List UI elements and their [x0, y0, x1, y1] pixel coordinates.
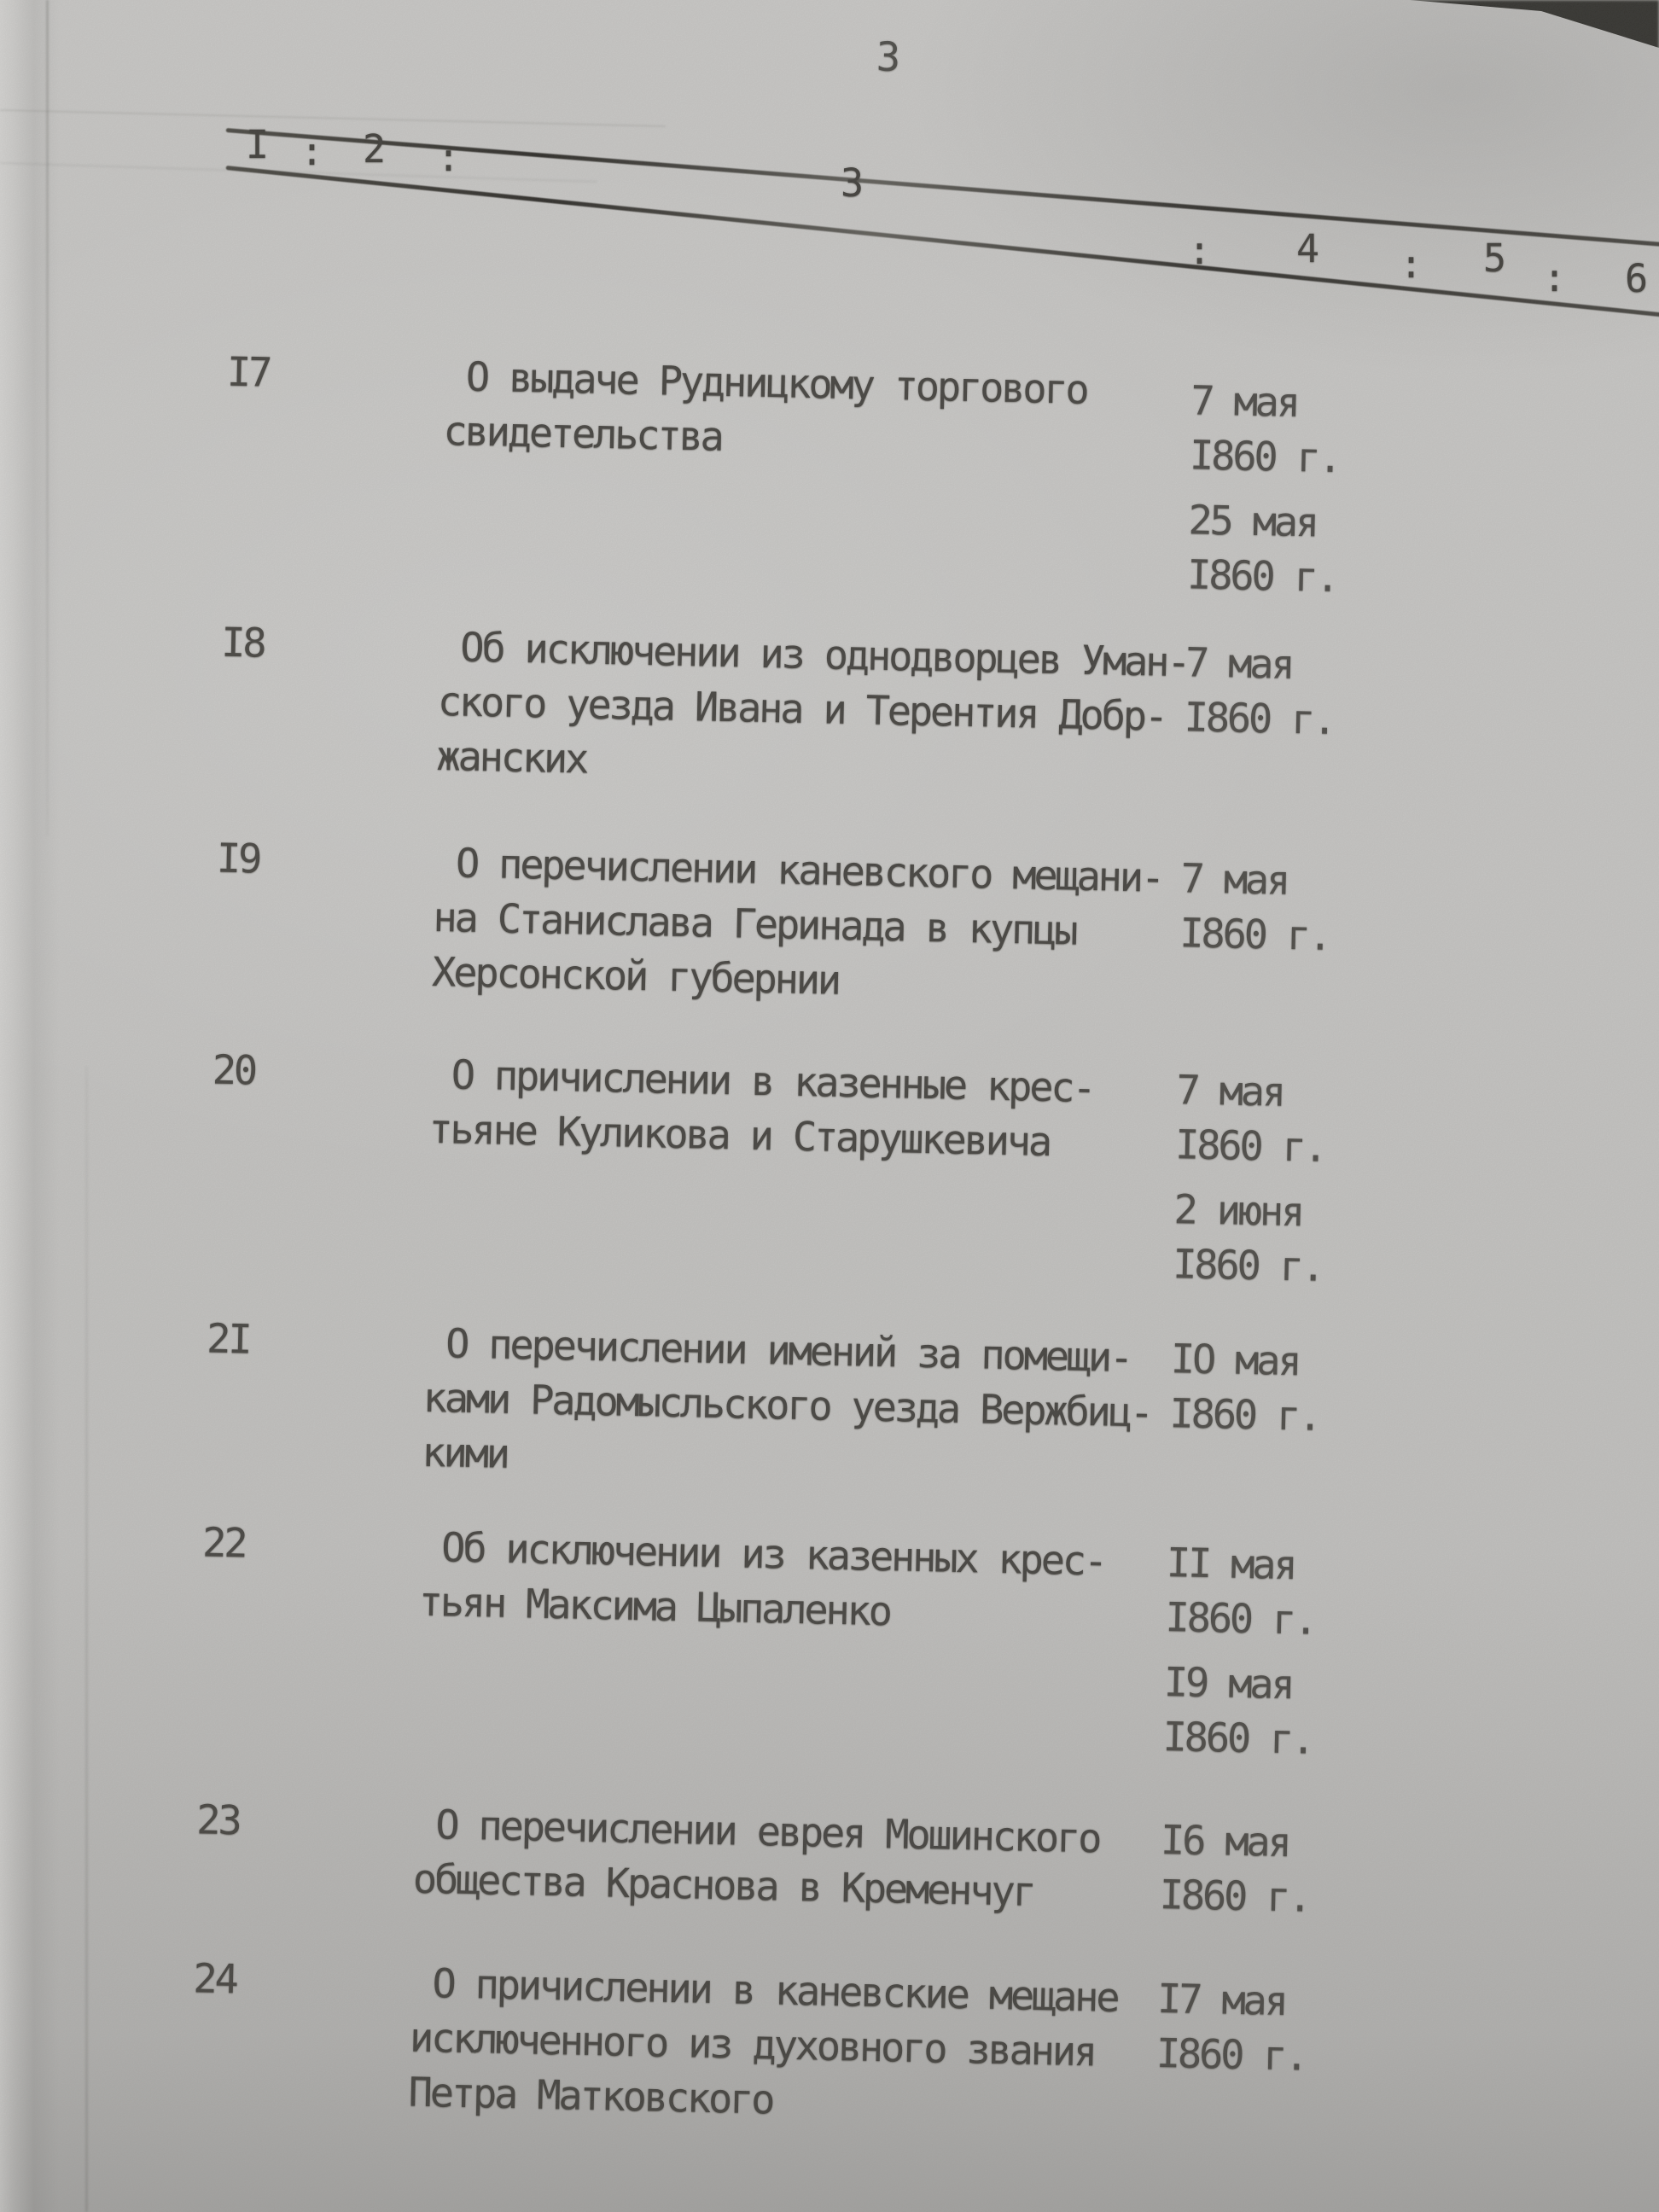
description-line: ского уезда Ивана и Терентия Добр- — [437, 678, 1167, 741]
entry-dates — [1184, 636, 1336, 748]
entry-dates — [1162, 1536, 1317, 1768]
entry-dates — [1159, 1813, 1311, 1926]
entry-description — [428, 1048, 1095, 1171]
entry-number: I9 — [216, 835, 260, 883]
entry-description — [443, 350, 1087, 473]
date-line: 7 мая — [1190, 377, 1299, 427]
table-row — [0, 1947, 1618, 2124]
entry-number: 24 — [192, 1955, 237, 2004]
description-line: исключенного из духовного звания — [409, 2014, 1096, 2076]
entry-description — [436, 620, 1189, 800]
date-line: I860 г. — [1162, 1713, 1313, 1764]
date-line: I860 г. — [1165, 1594, 1316, 1644]
date-line: 7 мая — [1180, 855, 1289, 905]
date-line: I860 г. — [1155, 2029, 1307, 2081]
entry-number: 22 — [201, 1519, 246, 1568]
date-line: I9 мая — [1163, 1659, 1294, 1709]
date-line: 25 мая — [1187, 497, 1318, 547]
entry-number: 23 — [195, 1796, 241, 1845]
description-line: Об исключении из однодворцев Уман- — [438, 623, 1189, 687]
entry-description — [412, 1798, 1100, 1922]
date-line: I860 г. — [1189, 432, 1341, 482]
date-line: II мая — [1166, 1540, 1296, 1590]
entry-description — [432, 836, 1163, 1016]
table-row — [0, 1511, 1627, 1764]
date-line: I6 мая — [1160, 1816, 1290, 1867]
description-line: ками Радомысльского уезда Вержбиц- — [422, 1374, 1152, 1437]
entry-description — [418, 1521, 1106, 1644]
date-line: I860 г. — [1169, 1390, 1320, 1441]
header-column-separator: : — [1188, 228, 1209, 273]
header-column-label: 3 — [841, 160, 862, 206]
description-line: О выдаче Рудницкому торгового — [444, 353, 1088, 414]
header-column-label: I — [246, 122, 267, 167]
table-row — [0, 1039, 1637, 1291]
description-line: О перечислении имений за помещи- — [423, 1319, 1132, 1382]
description-line: Об исключении из казенных крес- — [419, 1523, 1106, 1586]
description-line: общества Краснова в Кременчуг — [412, 1855, 1035, 1916]
header-column-separator: : — [1400, 242, 1421, 287]
date-line: I860 г. — [1172, 1241, 1324, 1291]
description-line: тьян Максима Цыпаленко — [418, 1578, 891, 1636]
header-column-separator: : — [1543, 255, 1564, 300]
table-row — [0, 1307, 1631, 1478]
date-line: I7 мая — [1156, 1975, 1287, 2026]
description-line: кими — [421, 1429, 509, 1478]
table-row — [0, 1789, 1621, 1922]
header-column-separator: : — [437, 135, 458, 180]
entry-description — [422, 1317, 1153, 1496]
date-line: I860 г. — [1186, 551, 1338, 602]
description-line: на Станислава Геринада в купцы — [433, 894, 1076, 955]
header-column-label: 2 — [363, 126, 384, 172]
date-line: 2 июня — [1173, 1186, 1303, 1237]
date-line: I860 г. — [1159, 1871, 1311, 1922]
entry-number: I7 — [226, 348, 271, 397]
description-line: О перечислении каневского мещани- — [434, 839, 1163, 902]
entry-number: 20 — [212, 1046, 256, 1095]
entry-dates — [1187, 374, 1342, 606]
description-line: свидетельства — [442, 407, 723, 461]
header-column-label: 6 — [1625, 256, 1646, 301]
entry-number: I8 — [220, 619, 265, 667]
description-line: О причислении в каневские мещане — [410, 1959, 1119, 2022]
date-line: 7 мая — [1185, 639, 1294, 689]
description-line: Петра Матковского — [408, 2069, 773, 2124]
description-line: жанских — [435, 732, 587, 783]
date-line: I860 г. — [1184, 694, 1335, 744]
date-line: 7 мая — [1175, 1067, 1284, 1116]
header-column-label: 4 — [1296, 226, 1318, 271]
entry-dates — [1169, 1332, 1321, 1445]
entry-description — [408, 1957, 1118, 2135]
description-line: О причислении в казенные крес- — [429, 1051, 1095, 1113]
description-line: тьяне Куликова и Старушкевича — [428, 1105, 1051, 1167]
entry-dates — [1155, 1972, 1307, 2085]
date-line: I860 г. — [1174, 1121, 1326, 1172]
date-line: I860 г. — [1179, 910, 1330, 960]
page-number: 3 — [876, 33, 899, 82]
header-column-label: 5 — [1483, 236, 1505, 281]
entry-dates — [1179, 852, 1331, 964]
table-row — [0, 611, 1646, 783]
entry-number: 2I — [206, 1315, 250, 1364]
entry-dates — [1173, 1063, 1327, 1295]
description-line: О перечислении еврея Мошинского — [413, 1801, 1100, 1863]
date-line: IO мая — [1170, 1336, 1301, 1386]
description-line: Херсонской губернии — [431, 948, 840, 1004]
table-row — [0, 341, 1651, 602]
table-row — [0, 827, 1641, 1004]
header-column-separator: : — [300, 129, 322, 174]
